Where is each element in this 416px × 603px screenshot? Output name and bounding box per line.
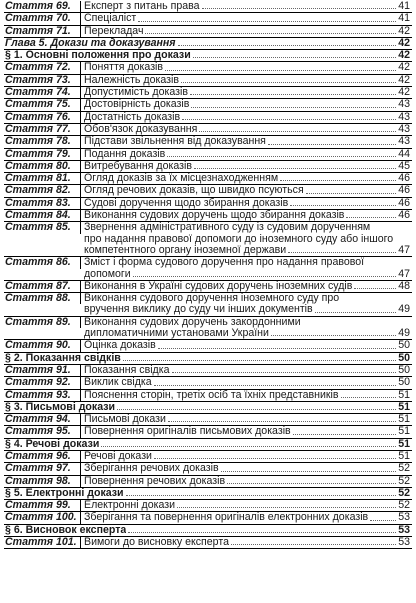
- leader-dots: [177, 507, 396, 508]
- article-label: Стаття 79.: [4, 149, 81, 160]
- leader-dots: [168, 421, 396, 422]
- article-label: Стаття 86.: [4, 257, 81, 268]
- page-number: 50: [398, 339, 410, 352]
- leader-dots: [290, 205, 396, 206]
- entry-title: [81, 281, 412, 292]
- page-number: 53: [398, 523, 410, 536]
- entry-title-text: Перекладач: [84, 25, 144, 37]
- entry-title-text: § 2. Показання свідків: [5, 352, 121, 364]
- leader-dots: [354, 288, 396, 289]
- entry-title: [81, 476, 412, 487]
- entry-title-text: Глава 5. Докази та доказування: [5, 37, 176, 49]
- article-label: Стаття 93.: [4, 390, 81, 401]
- entry-title-text: § 6. Висновок експерта: [5, 524, 127, 536]
- page-number: 46: [398, 184, 410, 197]
- toc-article-row: [4, 185, 412, 197]
- leader-dots: [288, 252, 396, 253]
- page-number: 46: [398, 172, 410, 185]
- entry-title-text: компетентного органу іноземної держави: [84, 244, 287, 256]
- article-label: Стаття 71.: [4, 26, 81, 37]
- entry-title-line: [5, 488, 410, 499]
- toc-article-row: [4, 377, 412, 389]
- page-number: 42: [398, 24, 410, 37]
- entry-title: [81, 87, 412, 98]
- page-number: 44: [398, 147, 410, 160]
- entry-title: [81, 149, 412, 160]
- page-number: 53: [398, 536, 410, 549]
- leader-dots: [145, 33, 396, 34]
- entry-title-text: Виклик свідка: [84, 377, 152, 389]
- entry-title: [81, 451, 412, 462]
- entry-title-line: [84, 365, 410, 376]
- entry-title-line: [84, 451, 410, 462]
- toc-article-row: [4, 26, 412, 38]
- entry-title-text: Належність доказів: [84, 74, 179, 86]
- entry-title-line: [84, 414, 410, 425]
- entry-title-line: [84, 317, 410, 328]
- article-label: Стаття 98.: [4, 476, 81, 487]
- page-number: 52: [398, 486, 410, 499]
- leader-dots: [126, 495, 397, 496]
- article-label: Стаття 88.: [4, 293, 81, 304]
- entry-title-line: [84, 198, 410, 209]
- page-number: 41: [398, 12, 410, 25]
- entry-title: [81, 99, 412, 110]
- entry-title-text: Показання свідка: [84, 364, 170, 376]
- entry-title-text: Пояснення сторін, третіх осіб та їхніх представників: [84, 389, 339, 401]
- article-label: Стаття 84.: [4, 210, 81, 221]
- entry-title-text: Повернення речових доказів: [84, 475, 226, 487]
- toc-article-row: [4, 476, 412, 488]
- entry-title: [81, 185, 412, 196]
- entry-title-text: Витребування доказів: [84, 160, 192, 172]
- entry-title-text: Зберігання речових доказів: [84, 463, 219, 475]
- entry-title-line: [84, 257, 410, 268]
- entry-title-text: § 5. Електронні докази: [5, 487, 124, 499]
- page-number: 49: [398, 303, 410, 316]
- entry-title-text: вручення виклику до суду чи інших документів: [84, 304, 313, 316]
- article-label: Стаття 101.: [4, 537, 81, 548]
- toc-article-row: [4, 317, 412, 341]
- entry-title: [4, 402, 412, 413]
- leader-dots: [231, 544, 396, 545]
- entry-title-line: [84, 340, 410, 351]
- page-number: 51: [398, 388, 410, 401]
- article-label: Стаття 83.: [4, 198, 81, 209]
- entry-title-line: [5, 525, 410, 536]
- toc-article-row: [4, 537, 412, 549]
- toc-chapter-row: [4, 38, 412, 50]
- entry-title: [81, 13, 412, 24]
- entry-title: [81, 124, 412, 135]
- article-label: Стаття 89.: [4, 317, 81, 328]
- entry-title: [4, 488, 412, 499]
- entry-title-text: Огляд доказів за їх місцезнаходженням: [84, 173, 279, 185]
- article-label: Стаття 92.: [4, 377, 81, 388]
- entry-title-text: Судові доручення щодо збирання доказів: [84, 197, 289, 209]
- entry-title-line: [84, 222, 410, 233]
- toc-article-row: [4, 512, 412, 524]
- entry-title-text: Виконання судових доручень щодо збирання доказів: [84, 210, 345, 222]
- entry-title-line: [84, 136, 410, 147]
- toc-article-row: [4, 293, 412, 317]
- entry-title: [81, 317, 412, 340]
- page-number: 46: [398, 196, 410, 209]
- entry-title-line: [84, 234, 410, 245]
- toc-article-row: [4, 390, 412, 402]
- article-label: Стаття 87.: [4, 281, 81, 292]
- page-number: 52: [398, 462, 410, 475]
- entry-title: [81, 161, 412, 172]
- entry-title-text: Зберігання та повернення оригіналів електронних доказів: [84, 512, 369, 524]
- entry-title-line: [84, 500, 410, 511]
- leader-dots: [133, 276, 397, 277]
- leader-dots: [191, 107, 396, 108]
- entry-title-text: Достовірність доказів: [84, 99, 190, 111]
- entry-title-line: [84, 1, 410, 12]
- entry-title-text: Вимоги до висновку експерта: [84, 537, 229, 549]
- entry-title: [81, 377, 412, 388]
- toc-article-row: [4, 149, 412, 161]
- entry-title: [81, 222, 412, 256]
- page-number: 42: [398, 49, 410, 62]
- page-number: 50: [398, 351, 410, 364]
- toc-article-row: [4, 62, 412, 74]
- entry-title: [81, 257, 412, 280]
- entry-title-line: [84, 124, 410, 135]
- entry-title-line: [84, 112, 410, 123]
- page-number: 42: [398, 36, 410, 49]
- entry-title-line: [84, 161, 410, 172]
- leader-dots: [315, 312, 397, 313]
- entry-title-text: Виконання судових доручень закордонними: [84, 316, 301, 328]
- entry-title-text: дипломатичними установами України: [84, 328, 269, 340]
- entry-title-line: [84, 210, 410, 221]
- leader-dots: [138, 21, 396, 22]
- page-number: 47: [398, 243, 410, 256]
- entry-title: [81, 426, 412, 437]
- entry-title: [81, 136, 412, 147]
- page-number: 51: [398, 425, 410, 438]
- entry-title: [81, 537, 412, 548]
- entry-title: [4, 353, 412, 364]
- leader-dots: [227, 483, 396, 484]
- entry-title: [81, 500, 412, 511]
- page-number: 47: [398, 267, 410, 280]
- entry-title-line: [84, 463, 410, 474]
- leader-dots: [221, 471, 397, 472]
- article-label: Стаття 80.: [4, 161, 81, 172]
- entry-title-text: Письмові докази: [84, 414, 166, 426]
- leader-dots: [182, 119, 396, 120]
- entry-title-line: [84, 149, 410, 160]
- entry-title-text: Обов'язок доказування: [84, 123, 198, 135]
- entry-title: [4, 38, 412, 49]
- leader-dots: [199, 131, 396, 132]
- article-label: Стаття 94.: [4, 414, 81, 425]
- entry-title-text: Звернення адміністративного суду із судовим дорученням: [84, 222, 371, 234]
- leader-dots: [293, 434, 397, 435]
- entry-title-line: [5, 439, 410, 450]
- entry-title: [81, 198, 412, 209]
- entry-title-line: [84, 512, 410, 523]
- page-number: 46: [398, 209, 410, 222]
- entry-title: [81, 340, 412, 351]
- entry-title-line: [84, 26, 410, 37]
- leader-dots: [178, 45, 397, 46]
- page-number: 42: [398, 86, 410, 99]
- entry-title-text: Подання доказів: [84, 148, 166, 160]
- page-number: 51: [398, 437, 410, 450]
- toc-article-row: [4, 136, 412, 148]
- toc-article-row: [4, 463, 412, 475]
- page-number: 42: [398, 73, 410, 86]
- leader-dots: [165, 70, 396, 71]
- entry-title-line: [84, 185, 410, 196]
- article-label: Стаття 72.: [4, 62, 81, 73]
- article-label: Стаття 90.: [4, 340, 81, 351]
- entry-title-line: [84, 269, 410, 280]
- entry-title-text: Допустимість доказів: [84, 87, 188, 99]
- article-label: Стаття 78.: [4, 136, 81, 147]
- entry-title: [81, 512, 412, 523]
- entry-title-line: [84, 87, 410, 98]
- entry-title: [81, 365, 412, 376]
- toc-article-row: [4, 222, 412, 257]
- entry-title: [81, 26, 412, 37]
- leader-dots: [271, 335, 396, 336]
- article-label: Стаття 70.: [4, 13, 81, 24]
- toc-article-row: [4, 13, 412, 25]
- leader-dots: [194, 168, 396, 169]
- leader-dots: [341, 397, 397, 398]
- page-number: 52: [398, 474, 410, 487]
- toc-article-row: [4, 340, 412, 352]
- entry-title-line: [84, 476, 410, 487]
- entry-title-line: [84, 281, 410, 292]
- page-number: 52: [398, 499, 410, 512]
- article-label: Стаття 96.: [4, 451, 81, 462]
- entry-title-text: Поняття доказів: [84, 62, 164, 74]
- page-number: 43: [398, 98, 410, 111]
- entry-title-text: про надання правової допомоги до іноземного суду або іншого: [84, 233, 394, 245]
- entry-title-line: [5, 38, 410, 49]
- entry-title-line: [84, 99, 410, 110]
- leader-dots: [128, 532, 396, 533]
- entry-title-line: [84, 390, 410, 401]
- entry-title: [4, 50, 412, 61]
- leader-dots: [190, 94, 396, 95]
- leader-dots: [370, 520, 396, 521]
- leader-dots: [158, 348, 396, 349]
- leader-dots: [167, 156, 396, 157]
- toc-article-row: [4, 99, 412, 111]
- article-label: Стаття 75.: [4, 99, 81, 110]
- entry-title-line: [5, 353, 410, 364]
- article-label: Стаття 99.: [4, 500, 81, 511]
- entry-title-line: [5, 50, 410, 61]
- toc-article-row: [4, 426, 412, 438]
- entry-title-text: Виконання в Україні судових доручень іноземних судів: [84, 280, 353, 292]
- entry-title-line: [5, 402, 410, 413]
- entry-title-line: [84, 426, 410, 437]
- entry-title-line: [84, 245, 410, 256]
- article-label: Стаття 91.: [4, 365, 81, 376]
- article-label: Стаття 81.: [4, 173, 81, 184]
- entry-title-line: [84, 173, 410, 184]
- entry-title: [81, 293, 412, 316]
- leader-dots: [172, 372, 397, 373]
- article-label: Стаття 74.: [4, 87, 81, 98]
- leader-dots: [306, 193, 397, 194]
- article-label: Стаття 100.: [4, 512, 81, 523]
- entry-title-line: [84, 377, 410, 388]
- entry-title: [81, 1, 412, 12]
- page-number: 51: [398, 449, 410, 462]
- entry-title: [81, 210, 412, 221]
- article-label: Стаття 82.: [4, 185, 81, 196]
- entry-title-line: [84, 62, 410, 73]
- entry-title: [4, 525, 412, 536]
- leader-dots: [154, 385, 397, 386]
- entry-title-text: § 1. Основні положення про докази: [5, 50, 191, 62]
- article-label: Стаття 69.: [4, 1, 81, 12]
- page-number: 41: [398, 0, 410, 12]
- page-number: 45: [398, 159, 410, 172]
- page-number: 51: [398, 400, 410, 413]
- entry-title-line: [84, 304, 410, 315]
- entry-title-line: [84, 293, 410, 304]
- entry-title: [81, 390, 412, 401]
- leader-dots: [181, 82, 396, 83]
- leader-dots: [346, 217, 396, 218]
- entry-title-text: Зміст і форма судового доручення про надання правової: [84, 257, 365, 269]
- entry-title-line: [84, 328, 410, 339]
- page-number: 43: [398, 122, 410, 135]
- article-label: Стаття 77.: [4, 124, 81, 135]
- entry-title: [81, 463, 412, 474]
- entry-title-text: допомоги: [84, 268, 131, 280]
- entry-title: [81, 75, 412, 86]
- entry-title-line: [84, 75, 410, 86]
- page-number: 42: [398, 61, 410, 74]
- leader-dots: [280, 180, 396, 181]
- page-number: 50: [398, 363, 410, 376]
- entry-title: [81, 112, 412, 123]
- page-number: 43: [398, 135, 410, 148]
- leader-dots: [202, 8, 397, 9]
- entry-title-text: Достатність доказів: [84, 111, 181, 123]
- article-label: Стаття 95.: [4, 426, 81, 437]
- entry-title-text: § 4. Речові докази: [5, 438, 100, 450]
- entry-title-text: Повернення оригіналів письмових доказів: [84, 426, 291, 438]
- entry-title-text: Оцінка доказів: [84, 340, 156, 352]
- entry-title-text: § 3. Письмові докази: [5, 401, 116, 413]
- article-label: Стаття 97.: [4, 463, 81, 474]
- page-number: 51: [398, 413, 410, 426]
- leader-dots: [268, 144, 396, 145]
- page-number: 43: [398, 110, 410, 123]
- entry-title-text: Виконання судового доручення іноземного суду про: [84, 293, 340, 305]
- page-number: 49: [398, 327, 410, 340]
- entry-title-line: [84, 13, 410, 24]
- entry-title-text: Підстави звільнення від доказування: [84, 136, 266, 148]
- leader-dots: [123, 360, 396, 361]
- entry-title-line: [84, 537, 410, 548]
- article-label: Стаття 73.: [4, 75, 81, 86]
- page-number: 48: [398, 279, 410, 292]
- entry-title-text: Речові докази: [84, 450, 152, 462]
- toc-article-row: [4, 257, 412, 281]
- leader-dots: [193, 57, 396, 58]
- entry-title-text: Електронні докази: [84, 500, 176, 512]
- page-number: 53: [398, 511, 410, 524]
- entry-title: [81, 173, 412, 184]
- entry-title: [81, 62, 412, 73]
- article-label: Стаття 85.: [4, 222, 81, 233]
- article-label: Стаття 76.: [4, 112, 81, 123]
- entry-title-text: Експерт з питань права: [84, 1, 200, 12]
- entry-title: [4, 439, 412, 450]
- leader-dots: [101, 446, 396, 447]
- leader-dots: [154, 458, 396, 459]
- entry-title-text: Спеціаліст: [84, 13, 137, 25]
- entry-title-text: Огляд речових доказів, що швидко псуються: [84, 185, 304, 197]
- entry-title: [81, 414, 412, 425]
- leader-dots: [117, 409, 396, 410]
- page-number: 50: [398, 376, 410, 389]
